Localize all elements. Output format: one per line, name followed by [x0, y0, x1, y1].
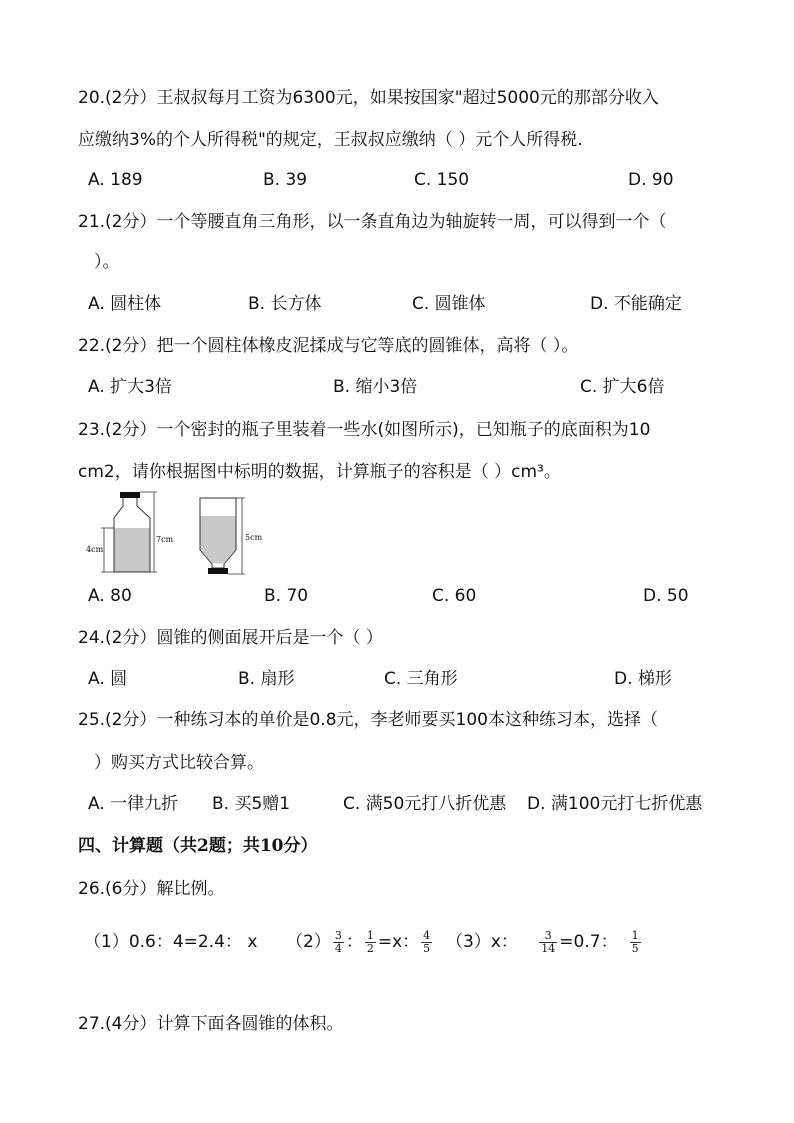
q21-options	[0, 292, 794, 316]
q26-line1: 26.(6分）解比例。	[78, 879, 225, 899]
fraction-denominator: 4	[334, 941, 342, 955]
q20-line2: 应缴纳3%的个人所得税"的规定，王叔叔应缴纳（ ）元个人所得税.	[78, 130, 583, 150]
q23-options	[0, 584, 794, 608]
fraction	[421, 930, 432, 955]
q25-options	[0, 792, 794, 816]
q20-option-b: B. 39	[263, 170, 308, 190]
q21-option-d: D. 不能确定	[590, 294, 682, 314]
q26-part3-mid: =0.7：	[559, 932, 618, 952]
fraction-numerator: 1	[631, 928, 639, 942]
q22-option-b: B. 缩小3倍	[333, 377, 418, 397]
q20-line1: 20.(2分）王叔叔每月工资为6300元，如果按国家"超过5000元的那部分收入	[78, 88, 659, 108]
q26-part2-prefix: （2）	[286, 932, 331, 952]
q24-option-c: C. 三角形	[384, 669, 458, 689]
q23-option-a: A. 80	[88, 586, 132, 606]
bottle-diagram	[84, 488, 264, 580]
q21-option-a: A. 圆柱体	[88, 294, 162, 314]
fraction	[539, 930, 557, 955]
fraction-numerator: 4	[423, 928, 431, 942]
fraction-denominator: 14	[541, 941, 556, 955]
q23-option-b: B. 70	[264, 586, 309, 606]
q25-line2: ）购买方式比较合算。	[94, 753, 264, 773]
q26-part3-prefix: （3）x：	[446, 932, 518, 952]
q20-option-a: A. 189	[88, 170, 143, 190]
q27-line1: 27.(4分）计算下面各圆锥的体积。	[78, 1014, 344, 1034]
q22-options	[0, 375, 794, 399]
q26-proportions	[84, 926, 764, 958]
q24-option-a: A. 圆	[88, 669, 128, 689]
section-title: 四、计算题（共2题；共10分）	[78, 836, 318, 856]
q22-option-c: C. 扩大6倍	[580, 377, 665, 397]
q26-part2-sep: ：	[345, 932, 363, 952]
q25-option-c: C. 满50元打八折优惠	[343, 794, 507, 814]
q25-option-b: B. 买5赠1	[212, 794, 291, 814]
q20-option-c: C. 150	[414, 170, 470, 190]
q20-options	[0, 168, 794, 192]
q21-option-b: B. 长方体	[248, 294, 322, 314]
fraction-denominator: 5	[631, 941, 639, 955]
q22-line1: 22.(2分）把一个圆柱体橡皮泥揉成与它等底的圆锥体，高将（ ）。	[78, 336, 579, 356]
q24-options	[0, 667, 794, 691]
q24-line1: 24.(2分）圆锥的侧面展开后是一个（ ）	[78, 628, 383, 648]
bottle-cap-left	[120, 492, 140, 498]
q20-option-d: D. 90	[628, 170, 674, 190]
q22-option-a: A. 扩大3倍	[88, 377, 172, 397]
q26-part2	[286, 926, 434, 958]
q26-part3	[446, 926, 643, 958]
q24-option-b: B. 扇形	[238, 669, 295, 689]
fraction-denominator: 2	[366, 941, 374, 955]
q23-line1: 23.(2分）一个密封的瓶子里装着一些水(如图所示)，已知瓶子的底面积为10	[78, 420, 651, 440]
q24-option-d: D. 梯形	[614, 669, 672, 689]
q23-line2: cm2，请你根据图中标明的数据，计算瓶子的容积是（ ）cm³。	[78, 462, 561, 482]
q26-part1: （1）0.6：4=2.4： x	[84, 932, 258, 952]
q21-line1: 21.(2分）一个等腰直角三角形，以一条直角边为轴旋转一周，可以得到一个（	[78, 212, 667, 232]
label-right-empty: 5cm	[245, 533, 263, 542]
q26-part2-mid: =x：	[377, 932, 420, 952]
bottle-water-left	[115, 528, 150, 572]
q23-option-c: C. 60	[432, 586, 477, 606]
q25-option-d: D. 满100元打七折优惠	[527, 794, 703, 814]
fraction-numerator: 1	[366, 928, 374, 942]
bottle-cap-right	[208, 568, 228, 574]
bottle-figure	[84, 488, 264, 584]
fraction-numerator: 3	[539, 930, 557, 943]
q21-option-c: C. 圆锥体	[412, 294, 486, 314]
fraction-denominator: 5	[423, 941, 431, 955]
label-left-water: 4cm	[86, 545, 104, 554]
fraction-numerator: 3	[334, 928, 342, 942]
fraction	[365, 930, 376, 955]
fraction	[333, 930, 344, 955]
fraction	[630, 930, 641, 955]
q25-option-a: A. 一律九折	[88, 794, 179, 814]
q21-line2: ）。	[94, 252, 120, 272]
label-left-total: 7cm	[156, 535, 174, 544]
q23-option-d: D. 50	[643, 586, 689, 606]
q25-line1: 25.(2分）一种练习本的单价是0.8元，李老师要买100本这种练习本，选择（	[78, 710, 658, 730]
